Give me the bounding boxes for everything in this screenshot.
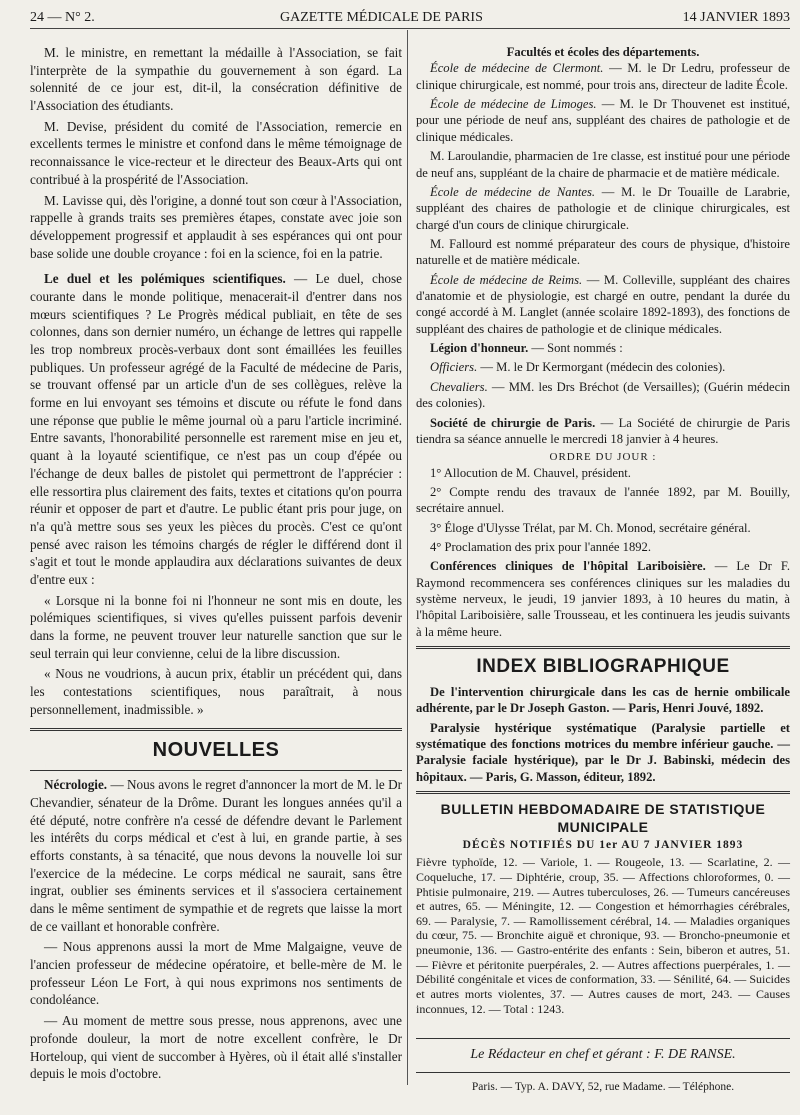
paragraph: — Au moment de mettre sous presse, nous apprenons, avec une profonde douleur, la mort de notre excellent confrère, le Dr Horteloup, qui vient de succomber à Hyères, où il était allé s'installer depuis le mois d'octobre.	[30, 1013, 402, 1082]
notice-text: — M. le Dr Ledru, professeur de clinique chirurgicale, est nommé, pour trois ans, directeur de ladite École.	[416, 61, 790, 92]
bibliography-entry: Paralysie hystérique systématique (Paralysie partielle et systématique des fonctions motrices du membre inférieur gauche. — Paralysie faciale hystérique), par le Dr J. Babinski, médecin des hôpitaux. — Paris, G. Masson, éditeur, 1892.	[416, 720, 790, 784]
section-heading-nouvelles: NOUVELLES	[152, 739, 280, 762]
agenda-item: 2° Compte rendu des travaux de l'année 1892, par M. Bouilly, secrétaire annuel.	[416, 484, 790, 516]
paragraph: M. Lavisse qui, dès l'origine, a donné tout son cœur à l'Association, rappelle à grands traits ses premières étapes, constate avec joie son développement progressif et applaudit à ses espérances qui ont pour base solide une double croyance : foi en la science, foi en la patrie.	[30, 192, 402, 261]
section-rule	[416, 646, 790, 649]
school-heading: École de médecine de Reims.	[430, 272, 583, 287]
paragraph: M. Fallourd est nommé préparateur des cours de physique, d'histoire naturelle et de matière médicale.	[416, 236, 790, 268]
notice-text: — M. le Dr Touaille de Larabrie, suppléant des chaires de pathologie et de clinique chirurgicales, est chargé d'un cours de clinique chirurgicale.	[416, 184, 790, 232]
paragraph: M. le ministre, en remettant la médaille à l'Association, se fait l'interprète de la sympathie du gouvernement à son égard. La solennité de ce jour est, dit-il, la consécration définitive de l'Association des étudiants.	[30, 45, 402, 114]
agenda-heading: ORDRE DU JOUR :	[549, 451, 657, 464]
paragraph: M. Laroulandie, pharmacien de 1re classe, est institué pour une période de neuf ans, suppléant de la chaire de pharmacie et de matière médicale.	[416, 149, 790, 180]
bibliography-entry: De l'intervention chirurgicale dans les cas de hernie ombilicale adhérente, par le Dr Joseph Gaston. — Paris, Henri Jouvé, 1892.	[416, 684, 790, 716]
duel-title: Le duel et les polémiques scientifiques.	[44, 271, 286, 287]
quote: « Nous ne voudrions, à aucun prix, établir un précédent qui, dans les contestations scientifiques, nous paraîtrait, à nous personnellement, inadmissible. »	[30, 666, 402, 717]
rank-heading: Chevaliers.	[430, 379, 488, 394]
necrologie-title: Nécrologie.	[44, 777, 108, 793]
conference-heading: Conférences cliniques de l'hôpital Lariboisière.	[430, 559, 706, 574]
printer-line: Paris. — Typ. A. DAVY, 52, rue Madame. — Téléphone.	[416, 1072, 790, 1093]
editor-line: Le Rédacteur en chef et gérant : F. DE RANSE.	[416, 1038, 790, 1063]
mortality-statistics: Fièvre typhoïde, 12. — Variole, 1. — Rougeole, 13. — Scarlatine, 2. — Coqueluche, 17. — Diphtérie, croup, 35. — Affections chloroformes, 0. — Phtisie pulmonaire, 219. — Autres tuberculoses, 26. — Tumeurs cancéreuses et autres, 65. — Méningite, 12. — Congestion et hémorrhagies cérébrales, 69. — Paralysie, 7. — Ramollissement cérébral, 14. — Maladies organiques du cœur, 75. — Bronchite aiguë et chronique, 93. — Broncho-pneumonie et pneumonie, 136. — Gastro-entérite des enfants : Sein, biberon et autres, 51. — Fièvre et péritonite puerpérales, 2. — Autres affections puerpérales, 1. — Débilité congénitale et vices de conformation, 33. — Sénilité, 64. — Suicides et autres morts violentes, 37. — Autres causes de mort, 243. — Causes inconnues, 12. — Total : 1243.	[416, 855, 790, 1016]
notice-text: — MM. les Drs Bréchot (de Versailles); (Guérin médecin des colonies).	[416, 379, 790, 411]
school-heading: École de médecine de Clermont.	[430, 61, 604, 76]
agenda-item: 4° Proclamation des prix pour l'année 1892.	[430, 540, 651, 554]
journal-title: GAZETTE MÉDICALE DE PARIS	[280, 10, 483, 25]
notice-text: — M. Colleville, suppléant des chaires d'anatomie et de physiologie, est chargé en outre, pendant la durée du congé accordé à M. Langlet (année scolaire 1892-1893), des fonctions de suppléant des chaires de pathologie et de clinique médicales.	[416, 272, 790, 336]
right-column	[416, 44, 790, 1019]
notice-text: — Sont nommés :	[531, 341, 623, 356]
necrologie	[30, 776, 402, 935]
legion-heading: Légion d'honneur.	[430, 341, 529, 356]
section-rule	[30, 728, 402, 731]
necrologie-text: — Nous avons le regret d'annoncer la mort de M. le Dr Chevandier, sénateur de la Drôme. Durant les longues années qu'il a été député, notre confrère n'a cessé de défendre devant le Parlement les intérêts du corps médical et c'est à lui, en grande partie, à ses efforts constants, à sa ténacité, que nous devons la nouvelle loi sur l'exercice de la médecine. Le corps médical ne saurait, sans être ingrat, oublier ses éminents services et il s'associera certainement dans le même sentiment de sympathie et de regrets que laisse la mort de ce vaillant et honorable confrère.	[30, 777, 403, 934]
column-divider	[407, 30, 408, 1085]
quote: « Lorsque ni la bonne foi ni l'honneur ne sont mis en doute, les polémiques scientifiques, si vives qu'elles puissent parfois devenir dans la forme, ne peuvent trouver leur naturelle sanction que sur le seul terrain qui leur convienne, celui de la libre discussion.	[30, 592, 402, 661]
agenda-item: 1° Allocution de M. Chauvel, président.	[430, 465, 631, 480]
paragraph: — Nous apprenons aussi la mort de Mme Malgaigne, veuve de l'ancien professeur de médecine opératoire, et belle-mère de M. le professeur Léon Le Fort, à qui nous exprimons nos sentiments de condoléance.	[30, 939, 402, 1008]
notice-text: — La Société de chirurgie de Paris tiendra sa séance annuelle le mercredi 18 janvier à 4 heures.	[416, 415, 790, 446]
page-header	[30, 0, 790, 29]
school-heading: École de médecine de Nantes.	[430, 184, 596, 199]
school-heading: École de médecine de Limoges.	[430, 97, 597, 112]
section-rule	[416, 791, 790, 794]
notice-text: — M. le Dr Kermorgant (médecin des colonies).	[480, 360, 726, 375]
societe-heading: Société de chirurgie de Paris.	[430, 415, 596, 430]
section-title: Facultés et écoles des départements.	[506, 45, 700, 59]
issue-date: 14 JANVIER 1893	[682, 10, 790, 25]
agenda-item: 3° Éloge d'Ulysse Trélat, par M. Ch. Monod, secrétaire général.	[430, 520, 751, 535]
notice-text: — M. le Dr Thouvenet est institué, pour une période de neuf ans, suppléant des chaires de pathologie et de clinique médicales.	[416, 97, 790, 144]
section-heading-index: INDEX BIBLIOGRAPHIQUE	[476, 656, 730, 678]
left-column	[30, 44, 402, 1086]
rank-heading: Officiers.	[430, 360, 478, 375]
page-number: 24 — N° 2.	[30, 10, 95, 25]
duel-text: — Le duel, chose courante dans le monde politique, menacerait-il d'entrer dans nos mœurs scientifiques ? Le Progrès médical publiait, en tête de ses colonnes, dans son dernier numéro, un échange de lettres qui rappelle les trop nombreux procès-verbaux dont sont émaillées les feuilles publiques. Un professeur agrégé de la Faculté de médecine de Paris, se trouvant offensé par un article d'un de ses collègues, relève la forme en lui envoyant ses témoins et discute ou réfute le fond dans une réponse que publie le même journal où a paru l'article incriminé. Entre savants, l'honorabilité personnelle est rarement mise en jeu et, quant à la loyauté scientifique, ce n'est pas un coup d'épée ou l'échange de deux balles de pistolet qui permettront de l'apprécier : elle ressortira plus clairement des faits, textes et citations qu'on pourra réunir et opposer de part et d'autre. Le public étant pris pour juge, on n'a qu'à mettre sous ses yeux les pièces du procès. C'est ce qu'ont pensé avec raison les témoins chargés de régler le différend dont il s'agit et tout le monde applaudira aux déclarations suivantes de deux d'entre eux :	[30, 271, 402, 587]
section-rule	[30, 770, 402, 771]
deaths-heading: DÉCÈS NOTIFIÉS DU 1er AU 7 JANVIER 1893	[462, 839, 744, 852]
duel-article	[30, 270, 402, 588]
section-heading-bulletin: BULLETIN HEBDOMADAIRE DE STATISTIQUE MUNICIPALE	[440, 801, 766, 836]
paragraph: M. Devise, président du comité de l'Association, remercie en excellents termes le ministre et confond dans le même témoignage de reconnaissance le vice-recteur et le directeur des Beaux-Arts qui ont contribué à la prospérité de l'Association.	[30, 118, 402, 187]
notice-text: — Le Dr F. Raymond recommencera ses conférences cliniques sur les maladies du système nerveux, le jeudi, 19 janvier 1893, à 10 heures du matin, à l'hôpital Lariboisière, salle Trousseau, et les continuera les jeudis suivants à la même heure.	[416, 559, 790, 639]
